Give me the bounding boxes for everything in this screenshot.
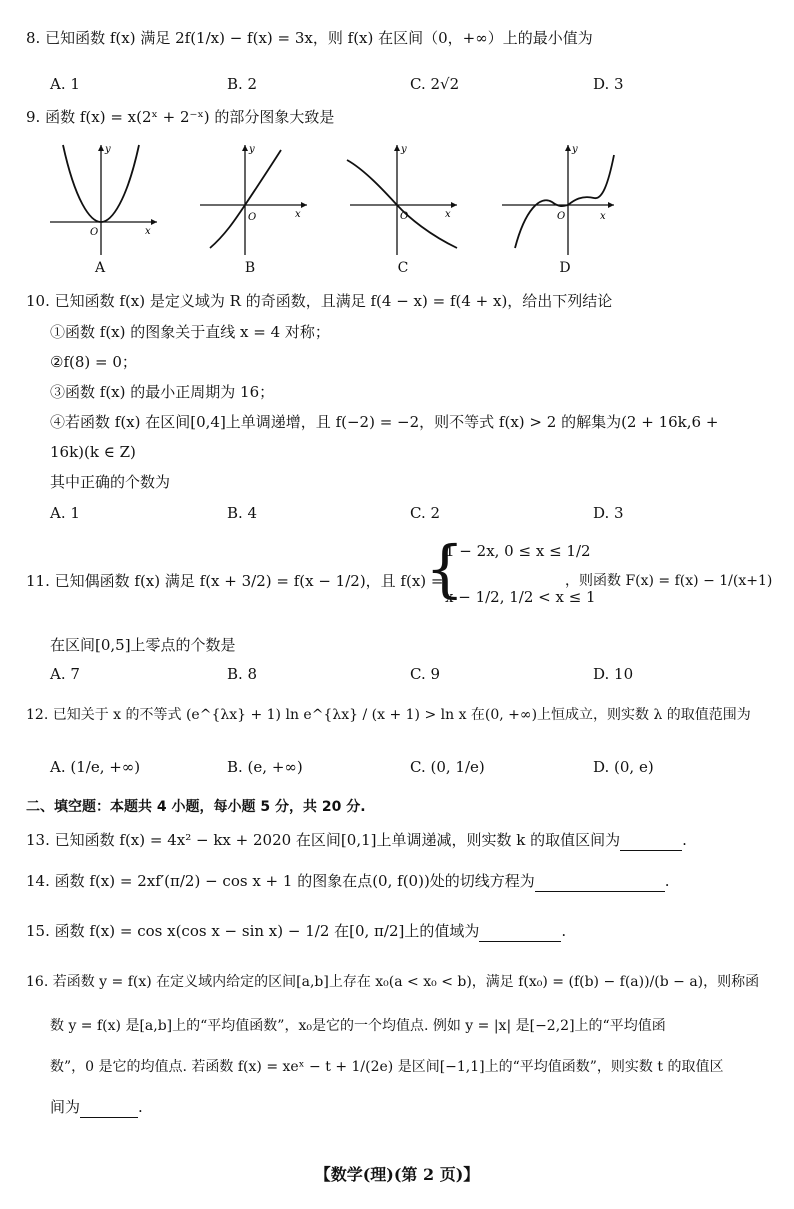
svg-text:y: y bbox=[572, 144, 578, 155]
q9-graph-c bbox=[345, 140, 465, 260]
q8-option-d: D. 3 bbox=[593, 75, 624, 93]
q14-stem: 14. 函数 f(x) = 2xf′(π/2) − cos x + 1 的图象在点(0, f(0))处的切线方程为 bbox=[26, 872, 535, 890]
q11-stem-a: 11. 已知偶函数 f(x) 满足 f(x + 3/2) = f(x − 1/2)，且 f(x) = bbox=[26, 572, 444, 590]
q8-option-b: B. 2 bbox=[227, 75, 258, 93]
q15-stem: 15. 函数 f(x) = cos x(cos x − sin x) − 1/2 在[0, π/2]上的值域为 bbox=[26, 922, 480, 940]
q15: 15. 函数 f(x) = cos x(cos x − sin x) − 1/2 在[0, π/2]上的值域为 . bbox=[26, 922, 567, 940]
q9-label-d: D bbox=[559, 260, 571, 276]
svg-text:O: O bbox=[248, 212, 257, 223]
q14: 14. 函数 f(x) = 2xf′(π/2) − cos x + 1 的图象在点(0, f(0))处的切线方程为 . bbox=[26, 872, 670, 890]
q13-stem: 13. 已知函数 f(x) = 4x² − kx + 2020 在区间[0,1]上单调递减，则实数 k 的取值区间为 bbox=[26, 831, 621, 849]
q10-statement-2: ②f(8) = 0； bbox=[50, 353, 137, 371]
q10-statement-4b: 16k)(k ∈ Z) bbox=[50, 443, 136, 461]
q9-label-a: A bbox=[94, 260, 106, 276]
q15-answer-blank[interactable] bbox=[479, 921, 561, 942]
q8-option-a: A. 1 bbox=[50, 75, 80, 93]
q12-option-a: A. (1/e, +∞) bbox=[50, 758, 141, 776]
q16-stem-end: 间为 bbox=[50, 1098, 81, 1116]
q11-case-2: x − 1/2, 1/2 < x ≤ 1 bbox=[445, 588, 596, 606]
q11-stem-b: ，则函数 F(x) = f(x) − 1/(x+1) bbox=[565, 573, 773, 589]
origin-label: O bbox=[90, 227, 99, 238]
q10-statement-3: ③函数 f(x) 的最小正周期为 16； bbox=[50, 383, 275, 401]
q10-statement-1: ①函数 f(x) 的图象关于直线 x = 4 对称； bbox=[50, 323, 330, 341]
q11-option-c: C. 9 bbox=[410, 665, 441, 683]
q16-answer-blank[interactable] bbox=[80, 1097, 138, 1118]
q14-answer-blank[interactable] bbox=[535, 871, 665, 892]
q16-line-2: 数 y = f(x) 是[a,b]上的“平均值函数”，x₀是它的一个均值点. 例如 y = |x| 是[−2,2]上的“平均值函 bbox=[50, 1018, 666, 1034]
q12-stem: 12. 已知关于 x 的不等式 (e^{λx} + 1) ln e^{λx} / (x + 1) > ln x 在(0, +∞)上恒成立，则实数 λ 的取值范围为 bbox=[26, 707, 751, 723]
q10-ask: 其中正确的个数为 bbox=[50, 473, 171, 491]
q16-line-1: 16. 若函数 y = f(x) 在定义域内给定的区间[a,b]上存在 x₀(a < x₀ < b)，满足 f(x₀) = (f(b) − f(a))/(b − a)，则称函 bbox=[26, 974, 760, 990]
q9-graph-a bbox=[45, 140, 165, 260]
q10-statement-4a: ④若函数 f(x) 在区间[0,4]上单调递增，且 f(−2) = −2，则不等式 f(x) > 2 的解集为(2 + 16k,6 + bbox=[50, 413, 719, 431]
q9-graph-d bbox=[500, 140, 620, 260]
q11-option-d: D. 10 bbox=[593, 665, 634, 683]
q9-label-c: C bbox=[397, 260, 409, 276]
q10-stem: 10. 已知函数 f(x) 是定义域为 R 的奇函数，且满足 f(4 − x) = f(4 + x)，给出下列结论 bbox=[26, 292, 613, 310]
brace-glyph: { bbox=[425, 532, 465, 605]
q9-graph-b bbox=[195, 140, 315, 260]
q11-case-1: 1 − 2x, 0 ≤ x ≤ 1/2 bbox=[445, 542, 591, 560]
svg-text:O: O bbox=[400, 211, 409, 222]
q8-option-c: C. 2√2 bbox=[410, 75, 460, 93]
q16-line-4: 间为 . bbox=[50, 1098, 143, 1116]
svg-text:x: x bbox=[600, 211, 606, 222]
q10-option-a: A. 1 bbox=[50, 504, 80, 522]
q12-option-d: D. (0, e) bbox=[593, 758, 654, 776]
page-footer: 【数学(理)(第 2 页)】 bbox=[314, 1165, 480, 1184]
q11-option-a: A. 7 bbox=[50, 665, 80, 683]
svg-text:O: O bbox=[557, 211, 566, 222]
svg-text:y: y bbox=[249, 144, 255, 155]
q11-stem-c: 在区间[0,5]上零点的个数是 bbox=[50, 636, 236, 654]
q11-option-b: B. 8 bbox=[227, 665, 258, 683]
q13-answer-blank[interactable] bbox=[620, 830, 682, 851]
q13: 13. 已知函数 f(x) = 4x² − kx + 2020 在区间[0,1]上单调递减，则实数 k 的取值区间为 . bbox=[26, 831, 687, 849]
axis-x-label: x bbox=[145, 226, 151, 237]
q10-option-b: B. 4 bbox=[227, 504, 258, 522]
q8-stem: 8. 已知函数 f(x) 满足 2f(1/x) − f(x) = 3x，则 f(x) 在区间（0，+∞）上的最小值为 bbox=[26, 29, 593, 47]
q10-option-c: C. 2 bbox=[410, 504, 441, 522]
q12-option-c: C. (0, 1/e) bbox=[410, 758, 485, 776]
q16-line-3: 数”，0 是它的均值点. 若函数 f(x) = xeˣ − t + 1/(2e) 是区间[−1,1]上的“平均值函数”，则实数 t 的取值区 bbox=[50, 1059, 724, 1075]
svg-text:x: x bbox=[445, 209, 451, 220]
q10-option-d: D. 3 bbox=[593, 504, 624, 522]
section-fill-in-heading: 二、填空题：本题共 4 小题，每小题 5 分，共 20 分. bbox=[26, 799, 366, 815]
q9-label-b: B bbox=[244, 260, 256, 276]
axis-y-label: y bbox=[105, 144, 111, 155]
svg-text:y: y bbox=[401, 144, 407, 155]
svg-text:x: x bbox=[295, 209, 301, 220]
q12-option-b: B. (e, +∞) bbox=[227, 758, 303, 776]
q9-stem: 9. 函数 f(x) = x(2ˣ + 2⁻ˣ) 的部分图象大致是 bbox=[26, 108, 335, 126]
